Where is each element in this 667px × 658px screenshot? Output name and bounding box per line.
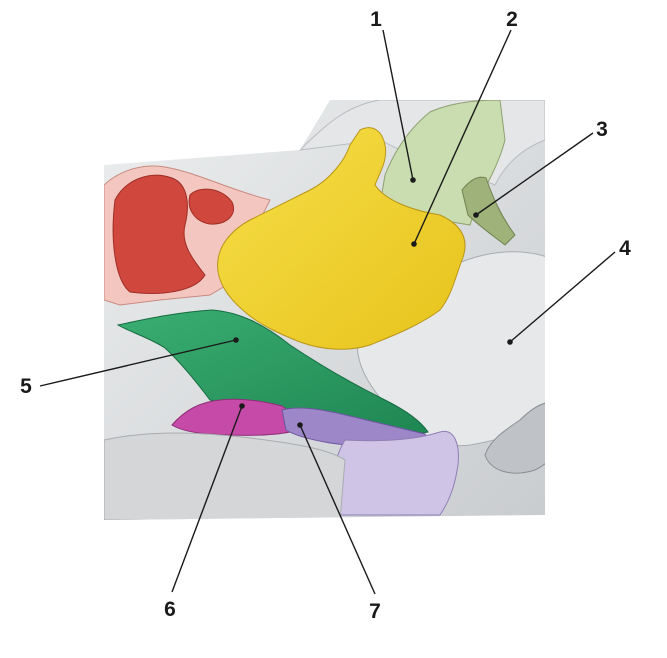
leader-3-dot	[473, 212, 479, 218]
leader-7-dot	[297, 422, 303, 428]
label-7: 7	[369, 600, 381, 623]
label-3: 3	[596, 118, 608, 141]
hard-palate	[333, 431, 458, 515]
label-2: 2	[506, 8, 518, 31]
label-6: 6	[164, 598, 176, 621]
leader-6-dot	[239, 403, 245, 409]
leader-2-dot	[411, 241, 417, 247]
label-1: 1	[370, 8, 382, 31]
leader-4-dot	[507, 339, 513, 345]
label-4: 4	[619, 237, 631, 260]
leader-5-dot	[233, 337, 239, 343]
leader-1-dot	[410, 177, 416, 183]
label-5: 5	[20, 375, 32, 398]
